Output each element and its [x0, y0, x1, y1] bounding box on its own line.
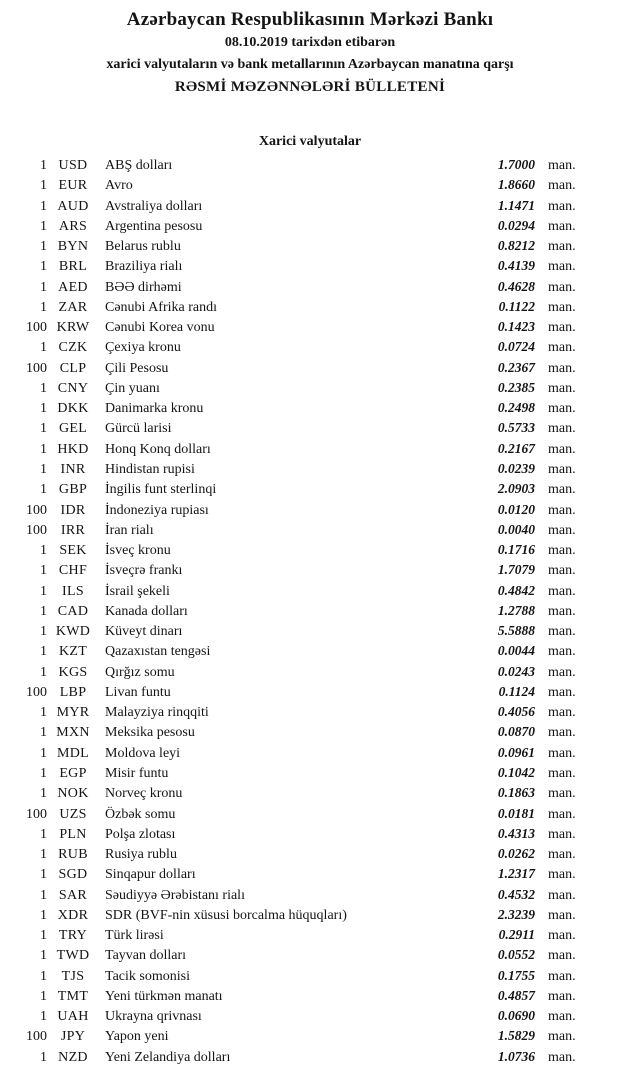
currency-quantity: 1: [40, 867, 47, 883]
currency-rate: 1.5829: [497, 1028, 535, 1044]
currency-name: Ukrayna qrivnası: [105, 1009, 202, 1025]
currency-code: KRW: [56, 320, 90, 336]
rate-row: [0, 662, 620, 682]
currency-name: Gürcü larisi: [105, 421, 172, 437]
currency-code: XDR: [57, 907, 89, 923]
unit-label: man.: [548, 380, 576, 396]
currency-quantity: 1: [40, 421, 47, 437]
currency-name: Livan funtu: [105, 684, 171, 700]
currency-name: Qazaxıstan tengəsi: [105, 644, 211, 660]
currency-code: KWD: [55, 624, 91, 640]
rate-row: [0, 641, 620, 661]
rate-row: [0, 378, 620, 398]
currency-name: İran rialı: [105, 522, 154, 538]
currency-rate: 0.4139: [497, 258, 535, 274]
currency-rate: 0.4313: [497, 825, 535, 841]
rate-row: [0, 763, 620, 783]
unit-label: man.: [548, 684, 576, 700]
currency-code: EUR: [58, 178, 88, 194]
rates-table: [0, 155, 620, 1067]
currency-code: LBP: [59, 684, 87, 700]
currency-quantity: 1: [40, 826, 47, 842]
currency-name: Çili Pesosu: [105, 360, 169, 376]
currency-quantity: 1: [40, 988, 47, 1004]
currency-code: TJS: [61, 968, 85, 984]
unit-label: man.: [548, 360, 576, 376]
currency-name: Honq Konq dolları: [105, 441, 211, 457]
currency-code: GBP: [58, 482, 88, 498]
rate-row: [0, 479, 620, 499]
currency-code: ZAR: [58, 299, 88, 315]
currency-quantity: 1: [40, 745, 47, 761]
currency-name: Moldova leyi: [105, 745, 181, 761]
currency-rate: 0.0044: [497, 643, 535, 659]
currency-name: İsveçrə frankı: [105, 563, 183, 579]
rate-row: [0, 216, 620, 236]
currency-quantity: 1: [40, 603, 47, 619]
rate-row: [0, 905, 620, 925]
currency-quantity: 1: [40, 1049, 47, 1065]
currency-name: ABŞ dolları: [105, 158, 173, 173]
unit-label: man.: [548, 441, 576, 457]
rate-row: [0, 560, 620, 580]
currency-quantity: 1: [40, 158, 47, 173]
currency-rate: 5.5888: [497, 623, 535, 639]
currency-code: ARS: [58, 218, 88, 234]
currency-rate: 0.4842: [497, 582, 535, 598]
currency-quantity: 1: [40, 299, 47, 315]
currency-quantity: 1: [40, 644, 47, 660]
unit-label: man.: [548, 968, 576, 984]
currency-name: Argentina pesosu: [105, 218, 203, 234]
currency-quantity: 1: [40, 441, 47, 457]
currency-rate: 0.0040: [497, 521, 535, 537]
rate-row: [0, 196, 620, 216]
rate-row: [0, 1006, 620, 1026]
currency-code: EGP: [59, 765, 87, 781]
currency-rate: 0.2385: [497, 379, 535, 395]
currency-name: Belarus rublu: [105, 239, 181, 255]
unit-label: man.: [548, 806, 576, 822]
currency-name: Səudiyyə Ərəbistanı rialı: [105, 887, 245, 903]
currency-name: Yeni Zelandiya dolları: [105, 1049, 231, 1065]
unit-label: man.: [548, 461, 576, 477]
currency-quantity: 100: [26, 1029, 47, 1045]
currency-quantity: 1: [40, 847, 47, 863]
currency-code: DKK: [57, 401, 89, 417]
currency-rate: 0.0243: [497, 663, 535, 679]
currency-code: CLP: [59, 360, 87, 376]
currency-code: KZT: [58, 644, 88, 660]
rate-row: [0, 175, 620, 195]
unit-label: man.: [548, 988, 576, 1004]
currency-code: INR: [60, 461, 86, 477]
rate-row: [0, 581, 620, 601]
unit-label: man.: [548, 401, 576, 417]
unit-label: man.: [548, 563, 576, 579]
currency-rate: 1.2788: [497, 602, 535, 618]
currency-rate: 0.4532: [497, 886, 535, 902]
rate-row: [0, 500, 620, 520]
rate-row: [0, 682, 620, 702]
currency-rate: 0.0870: [497, 724, 535, 740]
currency-code: TWD: [56, 948, 90, 964]
currency-name: Hindistan rupisi: [105, 461, 195, 477]
currency-rate: 1.2317: [497, 866, 535, 882]
currency-quantity: 1: [40, 543, 47, 559]
unit-label: man.: [548, 1009, 576, 1025]
currency-rate: 1.8660: [497, 177, 535, 193]
currency-rate: 1.0736: [497, 1048, 535, 1064]
currency-rate: 1.7000: [497, 157, 535, 172]
currency-code: USD: [58, 158, 88, 173]
currency-quantity: 1: [40, 259, 47, 275]
currency-quantity: 1: [40, 239, 47, 255]
rate-row: [0, 398, 620, 418]
currency-rate: 0.1863: [497, 785, 535, 801]
rate-row: [0, 1047, 620, 1067]
currency-quantity: 1: [40, 928, 47, 944]
rate-row: [0, 722, 620, 742]
unit-label: man.: [548, 826, 576, 842]
currency-code: NOK: [57, 786, 89, 802]
rate-row: [0, 337, 620, 357]
currency-name: Avro: [105, 178, 133, 194]
rate-row: [0, 864, 620, 884]
currency-name: Qırğız somu: [105, 664, 175, 680]
currency-code: CHF: [58, 563, 88, 579]
unit-label: man.: [548, 218, 576, 234]
unit-label: man.: [548, 907, 576, 923]
currency-code: TMT: [57, 988, 89, 1004]
rate-row: [0, 155, 620, 175]
rate-row: [0, 885, 620, 905]
currency-name: İndoneziya rupiası: [105, 502, 209, 518]
currency-quantity: 1: [40, 218, 47, 234]
currency-code: HKD: [57, 441, 89, 457]
currency-rate: 2.3239: [497, 906, 535, 922]
currency-rate: 0.4628: [497, 278, 535, 294]
currency-quantity: 100: [26, 360, 47, 376]
currency-rate: 2.0903: [497, 481, 535, 497]
unit-label: man.: [548, 421, 576, 437]
unit-label: man.: [548, 259, 576, 275]
unit-label: man.: [548, 603, 576, 619]
unit-label: man.: [548, 948, 576, 964]
document-header: [0, 0, 620, 98]
currency-quantity: 1: [40, 664, 47, 680]
currency-quantity: 100: [26, 684, 47, 700]
rate-row: [0, 277, 620, 297]
currency-code: KGS: [58, 664, 88, 680]
currency-quantity: 1: [40, 482, 47, 498]
currency-code: UAH: [57, 1009, 89, 1025]
currency-name: Sinqapur dolları: [105, 867, 196, 883]
unit-label: man.: [548, 786, 576, 802]
currency-rate: 0.0552: [497, 947, 535, 963]
rate-row: [0, 702, 620, 722]
currency-name: Misir funtu: [105, 765, 169, 781]
currency-code: MXN: [56, 725, 90, 741]
unit-label: man.: [548, 482, 576, 498]
unit-label: man.: [548, 664, 576, 680]
currency-name: Malayziya rinqqiti: [105, 705, 209, 721]
currency-rate: 0.2367: [497, 359, 535, 375]
bank-name: Azərbaycan Respublikasının Mərkəzi Bankı: [126, 9, 494, 30]
currency-code: IDR: [60, 502, 86, 518]
currency-name: Cənubi Korea vonu: [105, 320, 215, 336]
currency-code: CAD: [57, 603, 89, 619]
currency-quantity: 1: [40, 380, 47, 396]
currency-rate: 0.2498: [497, 400, 535, 416]
bulletin-title: RƏSMİ MƏZƏNNƏLƏRİ BÜLLETENİ: [174, 79, 446, 95]
currency-code: TRY: [58, 928, 88, 944]
currency-code: RUB: [58, 847, 88, 863]
currency-name: Yapon yeni: [105, 1029, 169, 1045]
currency-rate: 1.1471: [497, 197, 535, 213]
currency-rate: 0.0724: [497, 339, 535, 355]
currency-code: MYR: [56, 705, 90, 721]
currency-name: Özbək somu: [105, 806, 176, 822]
currency-code: CNY: [57, 380, 89, 396]
currency-quantity: 1: [40, 624, 47, 640]
currency-rate: 0.1423: [497, 319, 535, 335]
rate-row: [0, 783, 620, 803]
currency-rate: 0.0262: [497, 846, 535, 862]
unit-label: man.: [548, 279, 576, 295]
unit-label: man.: [548, 1029, 576, 1045]
unit-label: man.: [548, 158, 576, 173]
currency-quantity: 100: [26, 522, 47, 538]
currency-quantity: 100: [26, 320, 47, 336]
currency-quantity: 1: [40, 725, 47, 741]
currency-rate: 0.4056: [497, 704, 535, 720]
currency-quantity: 100: [26, 502, 47, 518]
currency-name: Braziliya rialı: [105, 259, 183, 275]
currency-name: Çin yuanı: [105, 380, 160, 396]
currency-quantity: 1: [40, 968, 47, 984]
rate-row: [0, 1026, 620, 1046]
unit-label: man.: [548, 765, 576, 781]
unit-label: man.: [548, 198, 576, 214]
currency-quantity: 100: [26, 806, 47, 822]
unit-label: man.: [548, 705, 576, 721]
currency-quantity: 1: [40, 583, 47, 599]
currency-rate: 0.0120: [497, 501, 535, 517]
currency-quantity: 1: [40, 907, 47, 923]
currency-quantity: 1: [40, 401, 47, 417]
currency-name: Tacik somonisi: [105, 968, 190, 984]
currency-code: ILS: [62, 583, 84, 599]
currency-rate: 0.0181: [497, 805, 535, 821]
currency-name: İsveç kronu: [105, 543, 171, 559]
currency-code: SEK: [59, 543, 87, 559]
currency-rate: 0.1716: [497, 542, 535, 558]
currency-name: Avstraliya dolları: [105, 198, 203, 214]
currency-name: SDR (BVF-nin xüsusi borcalma hüquqları): [105, 907, 347, 923]
currency-rate: 0.1124: [498, 683, 535, 699]
currency-code: MDL: [56, 745, 89, 761]
unit-label: man.: [548, 299, 576, 315]
currency-code: PLN: [59, 826, 87, 842]
currency-rate: 0.0690: [497, 1008, 535, 1024]
currency-rate: 0.0294: [497, 217, 535, 233]
rate-row: [0, 439, 620, 459]
rate-row: [0, 418, 620, 438]
currency-rate: 0.1122: [498, 298, 535, 314]
currency-quantity: 1: [40, 1009, 47, 1025]
rate-row: [0, 966, 620, 986]
currency-rate: 0.0961: [497, 744, 535, 760]
unit-label: man.: [548, 543, 576, 559]
rate-row: [0, 743, 620, 763]
currency-name: Kanada dolları: [105, 603, 188, 619]
rate-row: [0, 540, 620, 560]
rate-row: [0, 358, 620, 378]
currency-code: JPY: [60, 1029, 86, 1045]
unit-label: man.: [548, 725, 576, 741]
subject-line: xarici valyutaların və bank metallarının Azərbaycan manatına qarşı: [106, 57, 514, 72]
currency-name: Cənubi Afrika randı: [105, 299, 217, 315]
currency-name: Polşa zlotası: [105, 826, 176, 842]
currency-rate: 0.2167: [497, 440, 535, 456]
currency-code: AED: [58, 279, 88, 295]
currency-name: BƏƏ dirhəmi: [105, 279, 182, 295]
rate-row: [0, 945, 620, 965]
unit-label: man.: [548, 583, 576, 599]
rate-row: [0, 256, 620, 276]
currency-quantity: 1: [40, 461, 47, 477]
currency-name: Türk lirəsi: [105, 928, 164, 944]
currency-rate: 0.1042: [497, 764, 535, 780]
rate-row: [0, 236, 620, 256]
rate-row: [0, 601, 620, 621]
currency-quantity: 1: [40, 198, 47, 214]
unit-label: man.: [548, 887, 576, 903]
currency-name: Yeni türkmən manatı: [105, 988, 223, 1004]
unit-label: man.: [548, 847, 576, 863]
rate-row: [0, 297, 620, 317]
currency-rate: 0.1755: [497, 967, 535, 983]
currency-name: Tayvan dolları: [105, 948, 187, 964]
currency-code: BRL: [58, 259, 88, 275]
currency-code: BYN: [57, 239, 89, 255]
currency-quantity: 1: [40, 948, 47, 964]
rate-row: [0, 520, 620, 540]
currency-code: NZD: [58, 1049, 88, 1065]
unit-label: man.: [548, 502, 576, 518]
currency-rate: 0.5733: [497, 420, 535, 436]
unit-label: man.: [548, 340, 576, 356]
unit-label: man.: [548, 644, 576, 660]
currency-quantity: 1: [40, 786, 47, 802]
rate-row: [0, 844, 620, 864]
currency-quantity: 1: [40, 563, 47, 579]
currency-code: CZK: [58, 340, 88, 356]
currency-code: SAR: [58, 887, 88, 903]
currency-rate: 0.0239: [497, 460, 535, 476]
currency-name: Meksika pesosu: [105, 725, 195, 741]
unit-label: man.: [548, 624, 576, 640]
rate-row: [0, 621, 620, 641]
currency-name: İngilis funt sterlinqi: [105, 482, 217, 498]
currency-code: UZS: [59, 806, 87, 822]
unit-label: man.: [548, 928, 576, 944]
unit-label: man.: [548, 1049, 576, 1065]
currency-quantity: 1: [40, 887, 47, 903]
rate-row: [0, 986, 620, 1006]
currency-rate: 0.2911: [498, 927, 535, 943]
unit-label: man.: [548, 239, 576, 255]
rate-row: [0, 317, 620, 337]
currency-name: Küveyt dinarı: [105, 624, 183, 640]
unit-label: man.: [548, 745, 576, 761]
unit-label: man.: [548, 867, 576, 883]
currency-quantity: 1: [40, 705, 47, 721]
rate-row: [0, 459, 620, 479]
currency-rate: 1.7079: [497, 562, 535, 578]
currency-code: IRR: [60, 522, 86, 538]
currency-name: Rusiya rublu: [105, 847, 177, 863]
unit-label: man.: [548, 522, 576, 538]
currency-code: AUD: [57, 198, 89, 214]
unit-label: man.: [548, 178, 576, 194]
currency-name: İsrail şekeli: [105, 583, 170, 599]
currency-quantity: 1: [40, 279, 47, 295]
section-title: Xarici valyutalar: [258, 134, 362, 149]
currency-code: GEL: [58, 421, 88, 437]
currency-rate: 0.8212: [497, 238, 535, 254]
currency-name: Norveç kronu: [105, 786, 183, 802]
currency-code: SGD: [58, 867, 88, 883]
rate-row: [0, 925, 620, 945]
currency-quantity: 1: [40, 178, 47, 194]
currency-name: Çexiya kronu: [105, 340, 181, 356]
currency-quantity: 1: [40, 765, 47, 781]
currency-rate: 0.4857: [497, 987, 535, 1003]
currency-quantity: 1: [40, 340, 47, 356]
rate-row: [0, 804, 620, 824]
rate-row: [0, 824, 620, 844]
currency-name: Danimarka kronu: [105, 401, 204, 417]
effective-date: 08.10.2019 tarixdən etibarən: [224, 35, 396, 50]
unit-label: man.: [548, 320, 576, 336]
